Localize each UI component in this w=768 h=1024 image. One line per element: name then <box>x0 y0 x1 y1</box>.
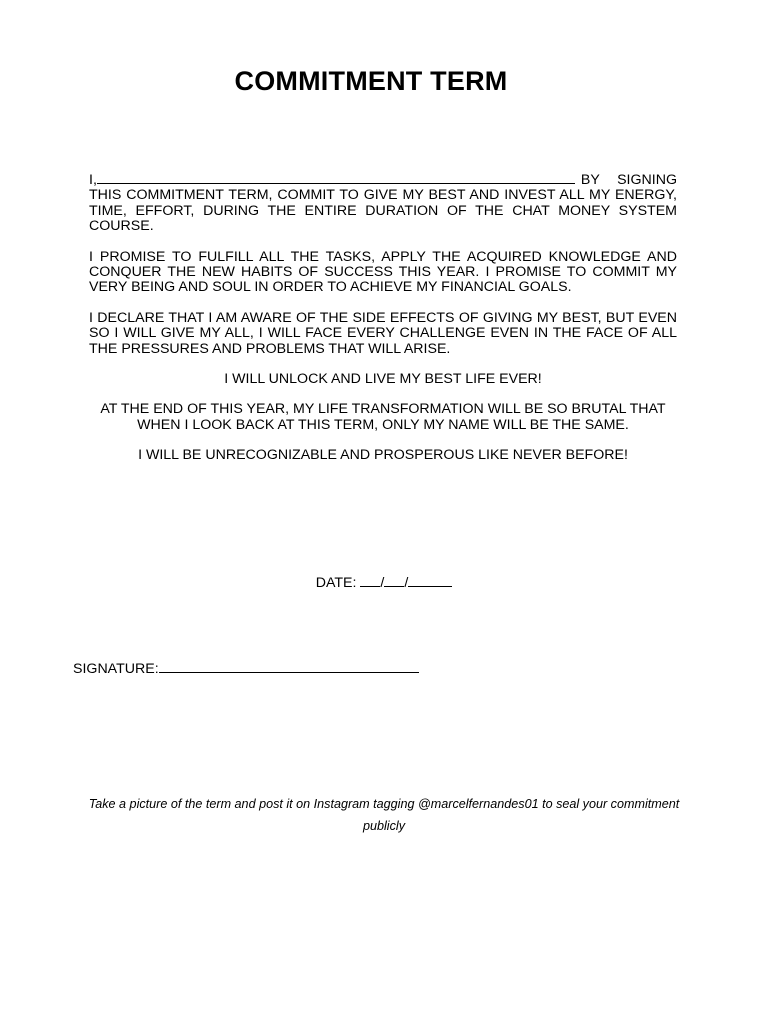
intro-text: BY SIGNING THIS COMMITMENT TERM, COMMIT TO GIVE MY BEST AND INVEST ALL MY ENERGY, TIME, EFFORT, DURING THE ENTIRE DURATION OF THE CHAT MONEY SYSTEM COURSE. <box>89 172 677 235</box>
date-separator-1: / <box>380 575 385 591</box>
unlock-statement: I WILL UNLOCK AND LIVE MY BEST LIFE EVER! <box>224 371 542 388</box>
declaration-paragraph: I DECLARE THAT I AM AWARE OF THE SIDE EFFECTS OF GIVING MY BEST, BUT EVEN SO I WILL GIVE MY ALL, I WILL FACE EVERY CHALLENGE EVEN IN THE FACE OF ALL THE PRESSURES AND PROBLEMS THAT WILL ARISE. <box>89 309 677 357</box>
document-body <box>89 171 677 479</box>
promise-paragraph: I PROMISE TO FULFILL ALL THE TASKS, APPLY THE ACQUIRED KNOWLEDGE AND CONQUER THE NEW HABITS OF SUCCESS THIS YEAR. I PROMISE TO COMMIT MY VERY BEING AND SOUL IN ORDER TO ACHIEVE MY FINANCIAL GOALS. <box>89 248 677 296</box>
date-label: DATE: <box>315 575 357 591</box>
document-title: COMMITMENT TERM <box>234 66 508 96</box>
date-year-blank <box>408 574 452 587</box>
date-month-blank <box>384 574 404 587</box>
signature-label: SIGNATURE: <box>73 661 159 677</box>
transformation-statement: AT THE END OF THIS YEAR, MY LIFE TRANSFORMATION WILL BE SO BRUTAL THAT WHEN I LOOK BACK AT THIS TERM, ONLY MY NAME WILL BE THE SAME. <box>100 401 666 433</box>
intro-prefix: I, <box>89 172 97 188</box>
signature-field <box>73 660 419 677</box>
date-day-blank <box>360 574 380 587</box>
intro-paragraph <box>89 171 677 235</box>
unrecognizable-statement: I WILL BE UNRECOGNIZABLE AND PROSPEROUS LIKE NEVER BEFORE! <box>138 447 628 464</box>
footer-instruction: Take a picture of the term and post it on Instagram tagging @marcelfernandes01 to seal your commitment publicly <box>88 797 680 833</box>
signature-blank-line <box>159 660 419 673</box>
date-separator-2: / <box>404 575 409 591</box>
name-blank-line <box>97 171 575 184</box>
date-field <box>0 574 768 591</box>
